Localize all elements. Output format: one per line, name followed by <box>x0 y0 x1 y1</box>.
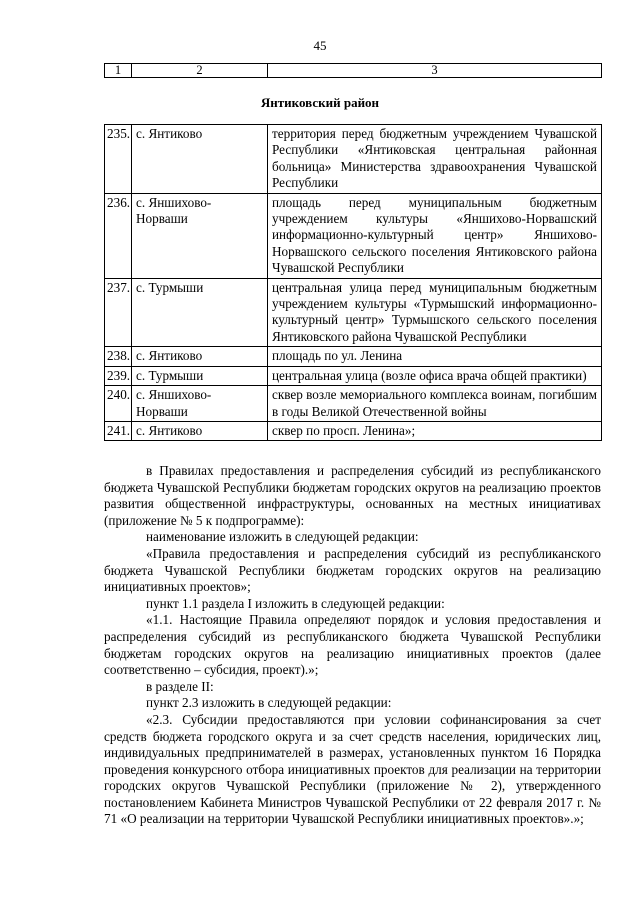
column-header-3: 3 <box>268 64 602 78</box>
settlement-cell: с. Янтиково <box>132 347 268 366</box>
table-row <box>105 386 602 422</box>
paragraph: в Правилах предоставления и распределения субсидий из республиканского бюджета Чувашской Республики бюджетам городских округов на реализацию проектов развития общественной инфраструктуры, основанных на местных инициативах (приложение № 5 к подпрограмме): <box>104 463 601 528</box>
places-table <box>104 124 602 441</box>
row-number: 236. <box>105 193 132 278</box>
settlement-cell: с. Яншихово-Норваши <box>132 193 268 278</box>
table-row <box>105 347 602 366</box>
row-number: 235. <box>105 125 132 194</box>
settlement-cell: с. Турмыши <box>132 278 268 347</box>
column-header-2: 2 <box>132 64 268 78</box>
row-number: 238. <box>105 347 132 366</box>
table-row <box>105 193 602 278</box>
paragraph: «1.1. Настоящие Правила определяют порядок и условия предоставления и распределения субсидий из республиканского бюджета Чувашской Республики бюджетам городских округов на реализацию инициативных проектов (далее соответственно – субсидия, проект).»; <box>104 612 601 678</box>
district-title: Янтиковский район <box>260 95 380 110</box>
body-text <box>104 463 601 828</box>
settlement-cell: с. Янтиково <box>132 421 268 440</box>
description-cell: площадь по ул. Ленина <box>268 347 602 366</box>
row-number: 237. <box>105 278 132 347</box>
description-cell: сквер возле мемориального комплекса воинам, погибшим в годы Великой Отечественной войны <box>268 386 602 422</box>
paragraph: «Правила предоставления и распределения субсидий из республиканского бюджета Чувашской Республики бюджетам городских округов на реализацию инициативных проектов»; <box>104 545 601 595</box>
description-cell: сквер по просп. Ленина»; <box>268 421 602 440</box>
row-number: 239. <box>105 366 132 385</box>
column-header-table <box>104 63 602 78</box>
page-number: 45 <box>313 38 327 53</box>
description-cell: центральная улица (возле офиса врача общей практики) <box>268 366 602 385</box>
description-cell: территория перед бюджетным учреждением Чувашской Республики «Янтиковская центральная районная больница» Министерства здравоохранения Чувашской Республики <box>268 125 602 194</box>
paragraph: пункт 2.3 изложить в следующей редакции: <box>146 695 392 711</box>
description-cell: площадь перед муниципальным бюджетным учреждением культуры «Яншихово-Норвашский информационно-культурный центр» Яншихово-Норвашского сельского поселения Янтиковского района Чувашской Республики <box>268 193 602 278</box>
table-row <box>105 421 602 440</box>
table-row <box>105 125 602 194</box>
table-row <box>105 278 602 347</box>
settlement-cell: с. Турмыши <box>132 366 268 385</box>
settlement-cell: с. Яншихово-Норваши <box>132 386 268 422</box>
settlement-cell: с. Янтиково <box>132 125 268 194</box>
paragraph: «2.3. Субсидии предоставляются при условии софинансирования за счет средств бюджета городского округа и за счет средств населения, юридических лиц, индивидуальных предпринимателей в размерах, установленных пунктом 16 Порядка проведения конкурсного отбора инициативных проектов для реализации на территории городских округов Чувашской Республики (приложение № 2), утвержденного постановлением Кабинета Министров Чувашской Республики от 22 февраля 2017 г. № 71 «О реализации на территории Чувашской Республики инициативных проектов».»; <box>104 711 601 827</box>
paragraph: пункт 1.1 раздела I изложить в следующей редакции: <box>146 595 445 611</box>
row-number: 240. <box>105 386 132 422</box>
description-cell: центральная улица перед муниципальным бюджетным учреждением культуры «Турмышский информационно-культурный центр» Турмышского сельского поселения Янтиковского района Чувашской Республики <box>268 278 602 347</box>
row-number: 241. <box>105 421 132 440</box>
column-header-1: 1 <box>105 64 132 78</box>
table-row <box>105 366 602 385</box>
paragraph: в разделе II: <box>146 678 214 694</box>
paragraph: наименование изложить в следующей редакции: <box>146 529 419 545</box>
column-header-row <box>105 64 602 78</box>
